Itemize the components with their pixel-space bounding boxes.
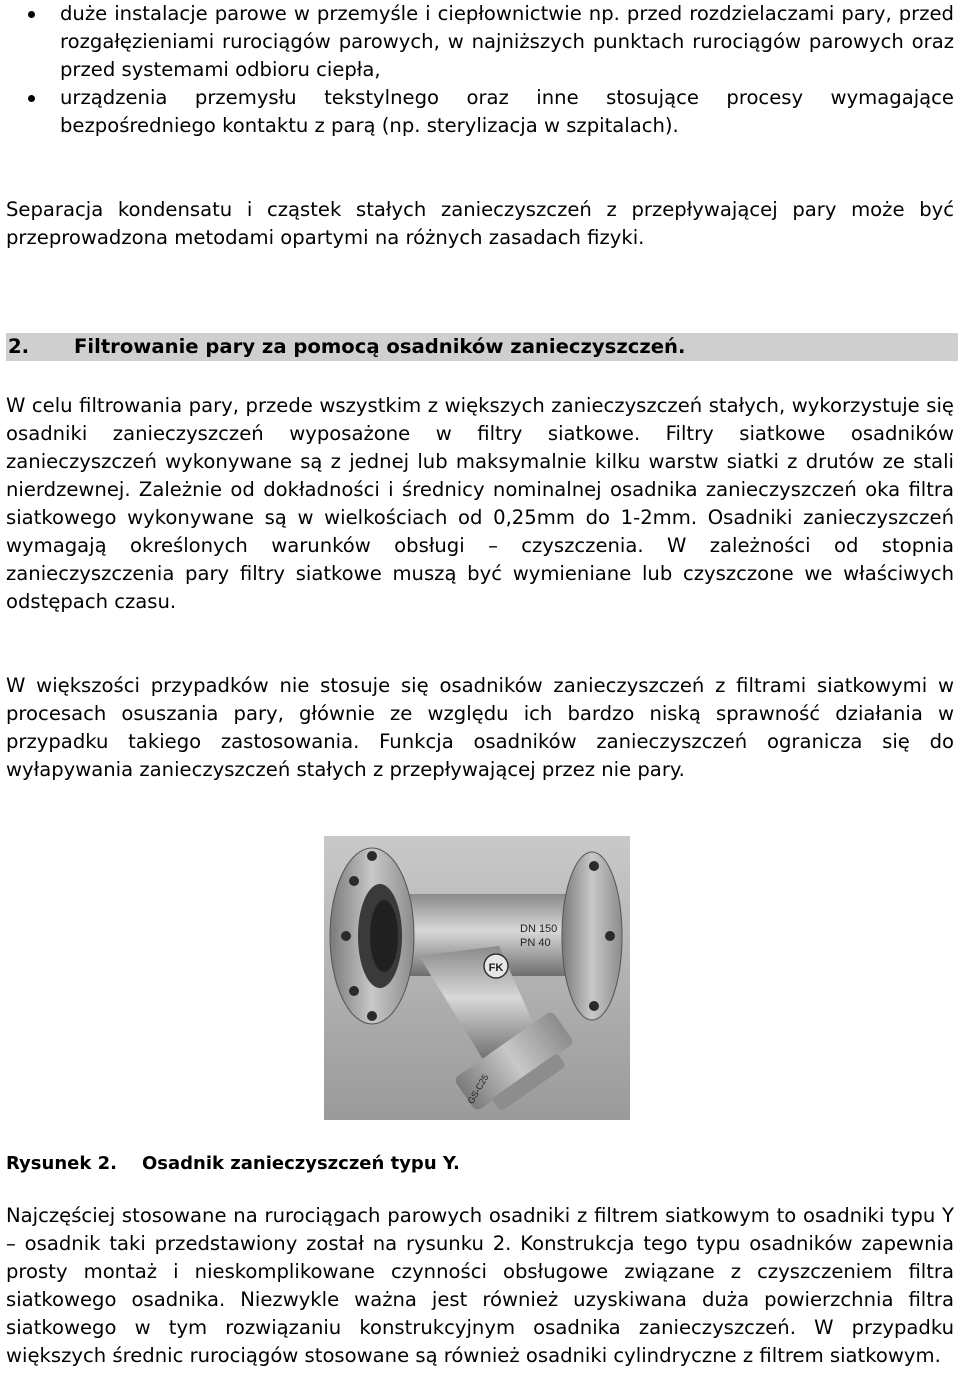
y-strainer-illustration	[324, 836, 630, 1120]
bullet-text: urządzenia przemysłu tekstylnego oraz inne stosujące procesy wymagające bezpośredniego kontaktu z parą (np. sterylizacja w szpitalach).	[60, 86, 954, 137]
bullet-list	[6, 0, 954, 140]
list-item	[6, 84, 954, 140]
bullet-icon	[28, 11, 35, 18]
paragraph: W większości przypadków nie stosuje się osadników zanieczyszczeń z filtrami siatkowymi w procesach osuszania pary, głównie ze względu ich bardzo niską sprawność działania w przypadku takiego zastosowania. Funkcja osadników zanieczyszczeń ogranicza się do wyłapywania zanieczyszczeń stałych z przepływającej przez nie pary.	[6, 674, 954, 781]
list-item	[6, 0, 954, 84]
paragraph: Najczęściej stosowane na rurociągach parowych osadniki z filtrem siatkowym to osadniki typu Y – osadnik taki przedstawiony został na rysunku 2. Konstrukcja tego typu osadników zapewnia prosty montaż i nieskomplikowane czynności obsługowe związane z czyszczeniem filtra siatkowego osadnika. Niezwykle ważna jest również uzyskiwana duża powierzchnia filtra siatkowego w tym rozwiązaniu konstrukcyjnym osadnika zanieczyszczeń. W przypadku większych średnic rurociągów stosowane są również osadniki cylindryczne z filtrem siatkowym.	[6, 1204, 954, 1367]
bullet-text: duże instalacje parowe w przemyśle i ciepłownictwie np. przed rozdzielaczami pary, przed rozgałęzieniami rurociągów parowych, w najniższych punktach rurociągów parowych oraz przed systemami odbioru ciepła,	[60, 2, 954, 81]
bullet-icon	[28, 95, 35, 102]
cap-marking: GS-C25	[465, 1072, 491, 1106]
caption-label: Rysunek 2.	[6, 1153, 117, 1174]
paragraph: W celu filtrowania pary, przede wszystkim z większych zanieczyszczeń stałych, wykorzystuje się osadniki zanieczyszczeń wyposażone w filtry siatkowe. Filtry siatkowe osadników zanieczyszczeń wykonywane są z jednej lub maksymalnie kilku warstw siatki z drutów ze stali nierdzewnej. Zależnie od dokładności i średnicy nominalnej osadnika zanieczyszczeń oka filtra siatkowego wykonywane są w wielkościach od 0,25mm do 1-2mm. Osadniki zanieczyszczeń wymagają określonych warunków obsługi – czyszczenia. W zależności od stopnia zanieczyszczenia pary filtry siatkowe muszą być wymieniane lub czyszczone we właściwych odstępach czasu.	[6, 394, 954, 613]
caption-title: Osadnik zanieczyszczeń typu Y.	[142, 1153, 460, 1174]
strainer-photo	[324, 836, 630, 1120]
pn-marking: PN 40	[520, 937, 551, 949]
section-heading	[6, 333, 958, 361]
logo-text: FK	[488, 962, 504, 974]
section-number: 2.	[8, 335, 30, 358]
section-title: Filtrowanie pary za pomocą osadników zanieczyszczeń.	[74, 335, 686, 358]
intro-paragraph: Separacja kondensatu i cząstek stałych zanieczyszczeń z przepływającej pary może być przeprowadzona metodami opartymi na różnych zasadach fizyki.	[6, 198, 954, 249]
dn-marking: DN 150	[520, 923, 558, 935]
